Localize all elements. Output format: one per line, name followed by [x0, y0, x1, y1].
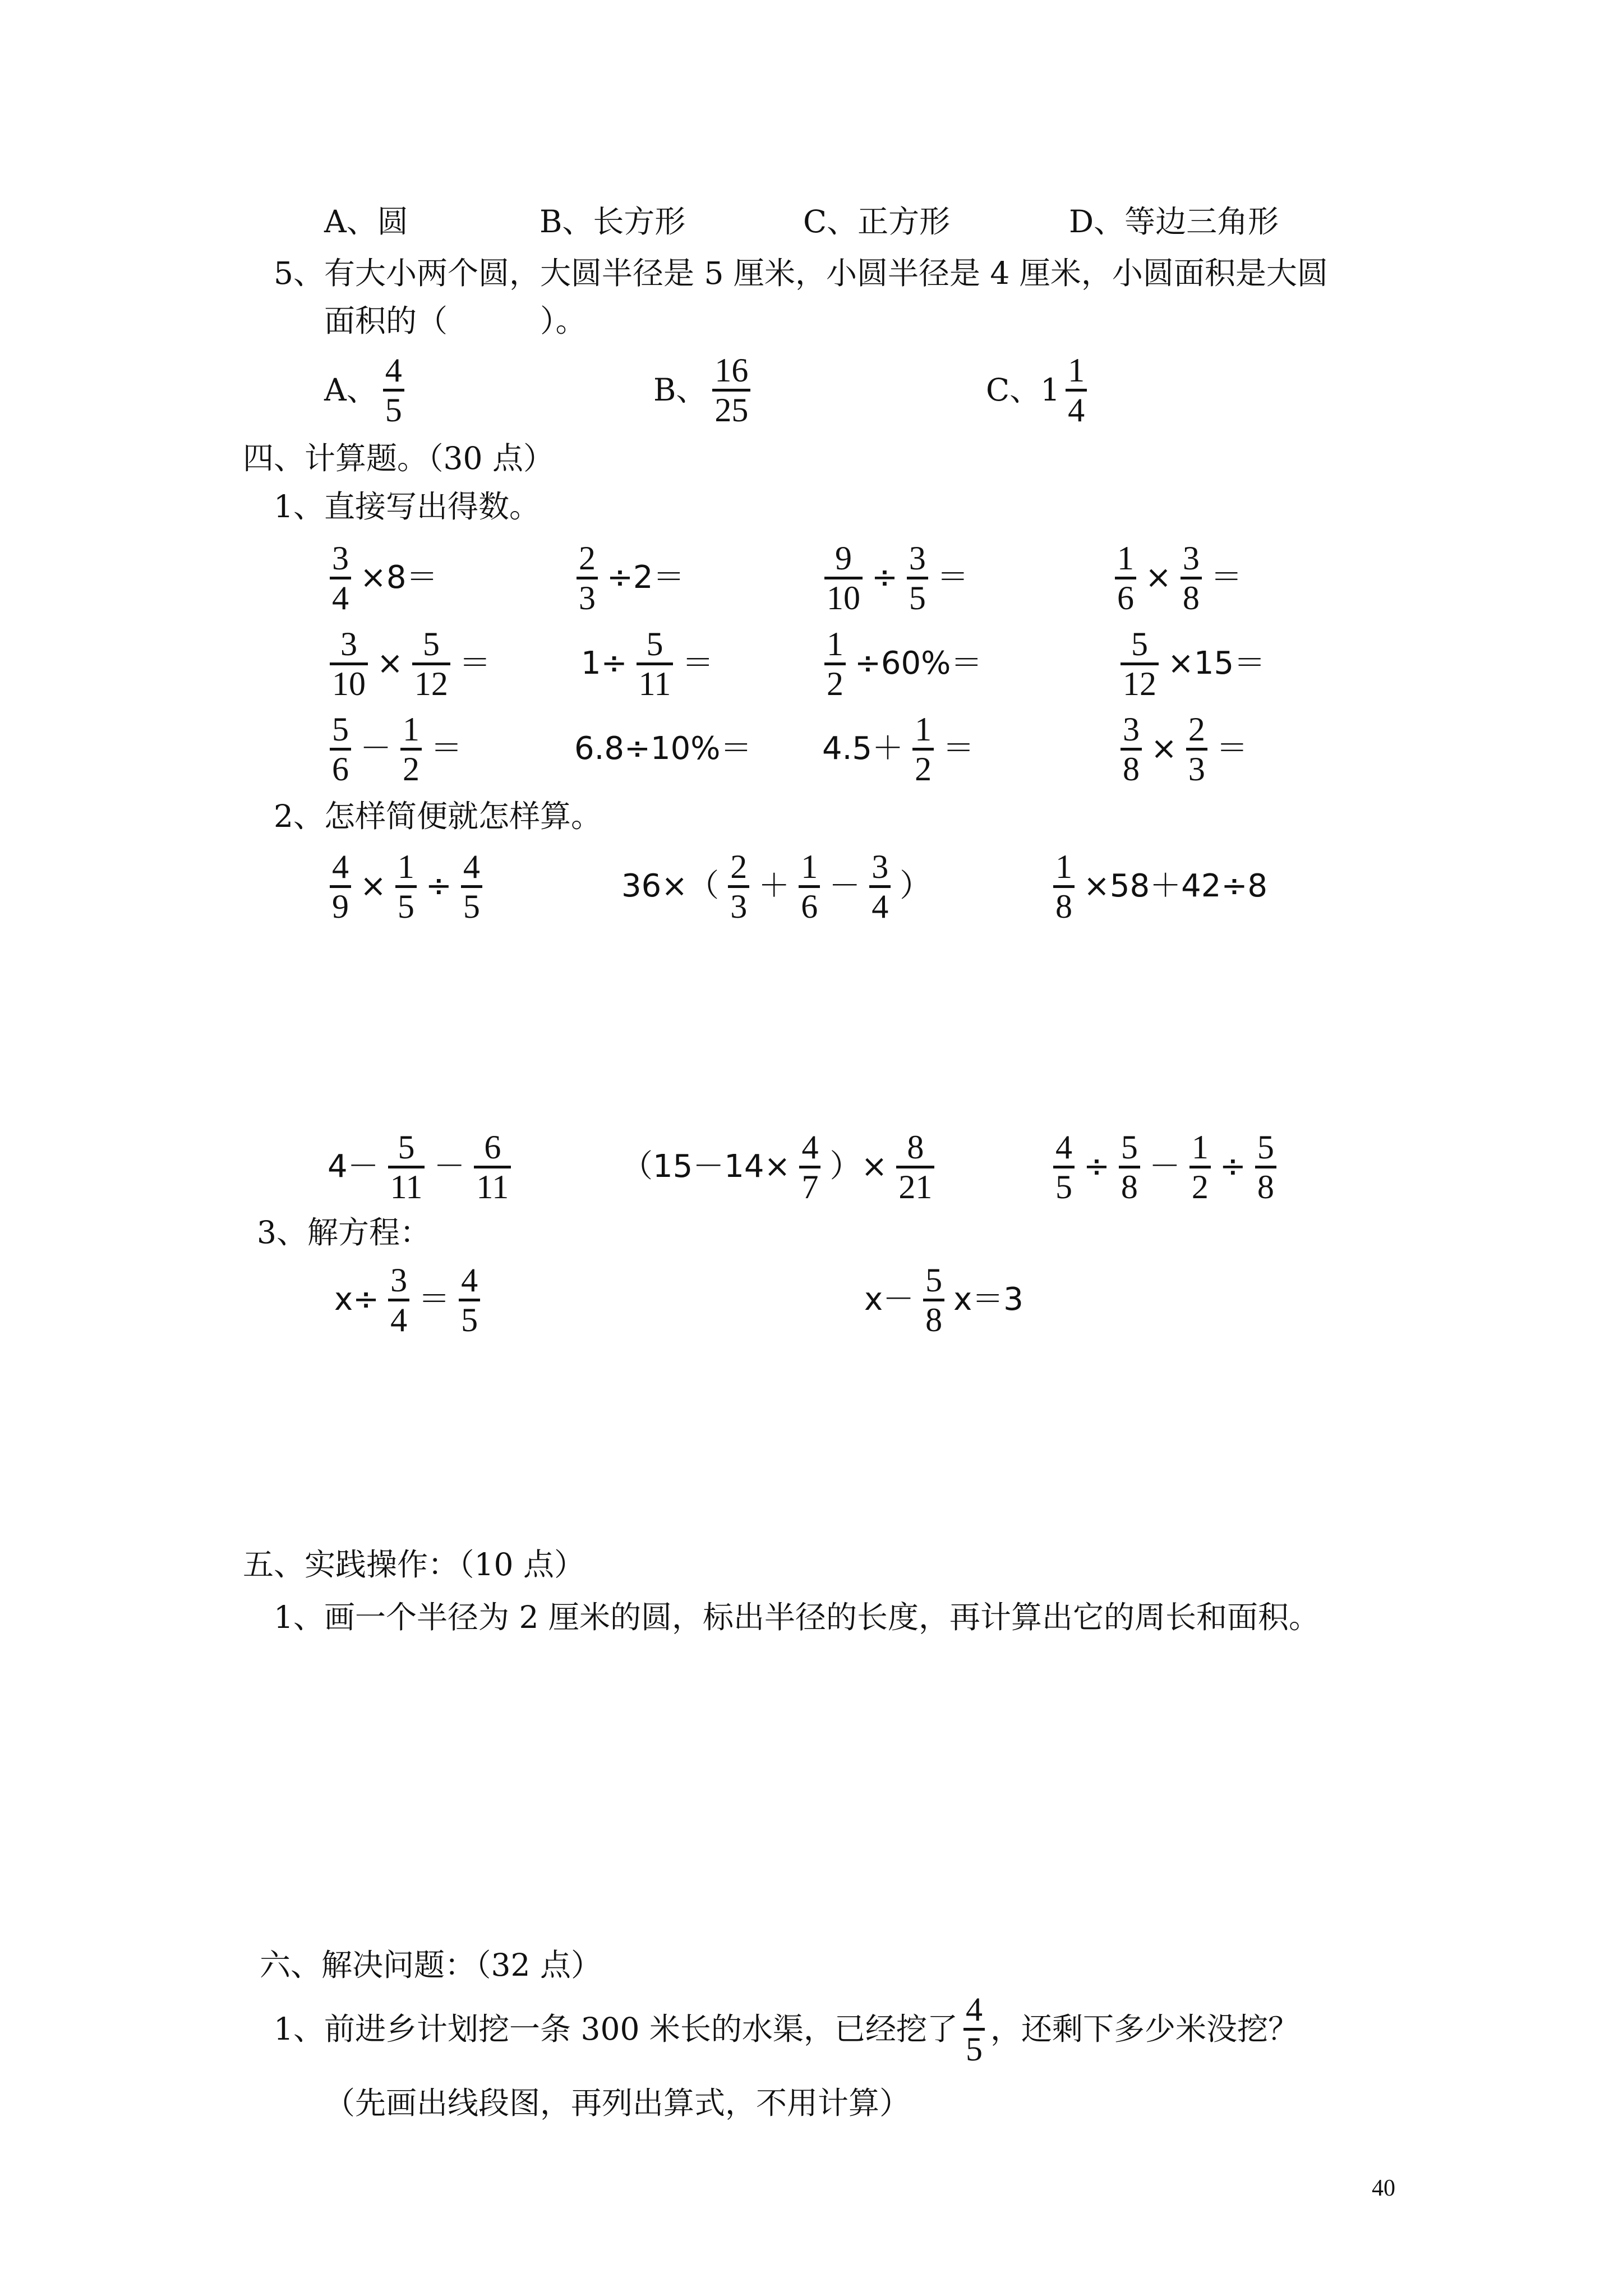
calc-r2c3 — [819, 616, 985, 711]
denominator: 4 — [872, 887, 889, 925]
choice-a: A、圆 — [324, 204, 408, 240]
denominator: 2 — [915, 750, 932, 788]
fraction — [459, 1262, 480, 1338]
operator-text: ＋ — [758, 868, 790, 904]
q5-option-b-fraction — [712, 352, 750, 429]
simplify-e2 — [618, 839, 934, 934]
operator-text: 1÷ — [581, 645, 628, 682]
operator-text: ÷2＝ — [607, 559, 685, 596]
operator-text: x÷ — [334, 1281, 380, 1318]
operator-text: ＝ — [682, 645, 714, 682]
numerator: 2 — [730, 848, 748, 885]
denominator: 8 — [1055, 887, 1072, 925]
numerator: 1 — [1117, 539, 1134, 577]
numerator: 5 — [422, 625, 440, 662]
denominator: 6 — [332, 750, 349, 788]
operator-text: （15－14× — [621, 1148, 791, 1185]
numerator: 1 — [827, 625, 843, 662]
numerator: 2 — [579, 539, 596, 577]
denominator: 5 — [965, 2030, 983, 2068]
fraction — [388, 1262, 409, 1338]
denominator: 25 — [714, 391, 749, 429]
numerator: 1 — [1068, 351, 1085, 389]
q5-line2: 面积的（ ）。 — [324, 303, 587, 339]
calc-r3c4 — [1115, 701, 1251, 797]
q5-option-c — [986, 342, 1092, 438]
operator-text: × — [1151, 730, 1177, 767]
section6-q1-head: 1、前进乡计划挖一条 300 米长的水渠，已经挖了 — [274, 2010, 958, 2047]
q5-options — [324, 342, 410, 438]
numerator: 8 — [907, 1128, 924, 1166]
calc-r1c4 — [1109, 530, 1246, 625]
fraction — [330, 540, 351, 616]
fraction — [330, 711, 351, 788]
denominator: 8 — [925, 1301, 943, 1338]
denominator: 3 — [579, 579, 596, 616]
fraction — [330, 848, 351, 925]
operator-text: ）× — [829, 1148, 888, 1185]
denominator: 10 — [827, 579, 860, 616]
denominator: 7 — [801, 1168, 819, 1205]
denominator: 5 — [397, 887, 414, 925]
calc-r2c4 — [1115, 616, 1269, 711]
operator-text: ÷ — [1219, 1148, 1246, 1185]
operator-text: 4－ — [328, 1148, 379, 1185]
simplify-e3 — [1048, 839, 1271, 934]
section6-title: 六、解决问题：（32 点） — [260, 1947, 602, 1983]
numerator: 5 — [646, 625, 663, 662]
denominator: 21 — [898, 1168, 933, 1205]
calc-r3c2 — [571, 701, 755, 797]
numerator: 4 — [463, 848, 480, 885]
operator-text: ＝ — [1216, 730, 1248, 767]
denominator: 11 — [390, 1168, 423, 1205]
operator-text: ÷60%＝ — [855, 645, 983, 682]
denominator: 6 — [1117, 579, 1134, 616]
numerator: 5 — [398, 1128, 415, 1166]
operator-text: 6.8÷10%＝ — [574, 730, 752, 767]
fraction — [923, 1262, 944, 1338]
denominator: 4 — [1068, 391, 1085, 429]
fraction — [824, 625, 846, 702]
numerator: 6 — [484, 1128, 501, 1166]
fraction — [799, 1129, 820, 1205]
operator-text: ÷ — [872, 559, 898, 596]
q5-option-c-label: C、1 — [986, 371, 1061, 408]
denominator: 3 — [1188, 750, 1205, 788]
operator-text: x＝3 — [953, 1281, 1023, 1318]
calc-r1c3 — [819, 530, 972, 625]
denominator: 2 — [827, 665, 843, 702]
fraction — [799, 848, 820, 925]
simplify-e4 — [324, 1119, 517, 1214]
q5-option-a-fraction — [383, 352, 404, 429]
calc-r3c3 — [819, 701, 978, 797]
operator-text: 4.5＋ — [822, 730, 904, 767]
operator-text: ÷ — [1083, 1148, 1110, 1185]
fraction — [1189, 1129, 1211, 1205]
numerator: 4 — [385, 351, 402, 389]
fraction — [637, 625, 674, 702]
fraction — [474, 1129, 511, 1205]
choice-c: C、正方形 — [803, 204, 951, 240]
fraction — [461, 848, 482, 925]
calc-r1c2 — [571, 530, 688, 625]
numerator: 1 — [403, 710, 419, 748]
fraction — [1115, 540, 1136, 616]
operator-text: 36×（ — [621, 868, 720, 904]
calc-r2c1 — [324, 616, 494, 711]
simplify-e1 — [324, 839, 488, 934]
denominator: 5 — [385, 391, 402, 429]
calc-r1c1 — [324, 530, 441, 625]
operator-text: － — [434, 1148, 465, 1185]
denominator: 10 — [332, 665, 366, 702]
fraction — [1053, 848, 1075, 925]
q5-option-a-label: A、 — [324, 371, 377, 408]
denominator: 6 — [801, 887, 818, 925]
operator-text: ×15＝ — [1168, 645, 1266, 682]
simplify-e6 — [1048, 1119, 1282, 1214]
denominator: 8 — [1257, 1168, 1274, 1205]
numerator: 5 — [332, 710, 349, 748]
operator-text: x－ — [864, 1281, 915, 1318]
fraction — [1186, 711, 1207, 788]
denominator: 8 — [1123, 750, 1140, 788]
q5-option-b-label: B、 — [653, 371, 707, 408]
operator-text: × — [377, 645, 403, 682]
numerator: 5 — [1131, 625, 1148, 662]
numerator: 1 — [1191, 1128, 1209, 1166]
fraction — [330, 625, 368, 702]
fraction — [412, 625, 450, 702]
section4-sub1: 1、直接写出得数。 — [274, 489, 540, 524]
denominator: 8 — [1182, 579, 1200, 616]
operator-text: ＝ — [937, 559, 969, 596]
fraction — [395, 848, 417, 925]
numerator: 4 — [1055, 1128, 1072, 1166]
fraction — [1119, 1129, 1140, 1205]
fraction — [824, 540, 863, 616]
section4-title: 四、计算题。（30 点） — [243, 440, 554, 476]
numerator: 3 — [1123, 710, 1140, 748]
numerator: 9 — [835, 539, 852, 577]
equation-1 — [331, 1252, 486, 1347]
simplify-e5 — [618, 1119, 940, 1214]
calc-r3c1 — [324, 701, 465, 797]
page-number: 40 — [1372, 2175, 1395, 2201]
fraction — [912, 711, 934, 788]
fraction — [577, 540, 598, 616]
denominator: 5 — [1055, 1168, 1072, 1205]
numerator: 3 — [390, 1261, 408, 1299]
section5-title: 五、实践操作：（10 点） — [243, 1547, 585, 1582]
fraction — [728, 848, 749, 925]
numerator: 1 — [801, 848, 818, 885]
equation-2 — [861, 1252, 1027, 1347]
operator-text: － — [1149, 1148, 1181, 1185]
numerator: 5 — [1257, 1128, 1274, 1166]
fraction — [1181, 540, 1202, 616]
denominator: 3 — [730, 887, 748, 925]
q5-option-c-fraction — [1066, 352, 1087, 429]
numerator: 3 — [909, 539, 926, 577]
denominator: 5 — [463, 887, 480, 925]
section4-sub3: 3、解方程： — [257, 1214, 431, 1250]
numerator: 16 — [714, 351, 749, 389]
fraction — [400, 711, 422, 788]
denominator: 11 — [476, 1168, 509, 1205]
denominator: 8 — [1121, 1168, 1138, 1205]
fraction — [1121, 625, 1159, 702]
section4-sub2: 2、怎样简便就怎样算。 — [274, 798, 602, 834]
calc-r2c2 — [578, 616, 717, 711]
operator-text: ＝ — [943, 730, 975, 767]
q5-option-b — [653, 342, 756, 438]
fraction — [907, 540, 928, 616]
section6-q1 — [274, 1981, 1299, 2077]
operator-text: × — [1145, 559, 1172, 596]
denominator: 5 — [461, 1301, 478, 1338]
numerator: 3 — [872, 848, 889, 885]
denominator: 9 — [332, 887, 349, 925]
section6-q1-fraction — [963, 1991, 985, 2068]
fraction — [896, 1129, 934, 1205]
numerator: 1 — [1055, 848, 1072, 885]
numerator: 1 — [397, 848, 414, 885]
operator-text: ） — [900, 868, 932, 904]
numerator: 2 — [1188, 710, 1205, 748]
operator-text: ＝ — [459, 645, 491, 682]
section6-q1-note: （先画出线段图，再列出算式，不用计算） — [324, 2085, 911, 2121]
operator-text: ＝ — [418, 1281, 450, 1318]
operator-text: ×58＋42÷8 — [1083, 868, 1267, 904]
operator-text: ＝ — [1210, 559, 1242, 596]
operator-text: ÷ — [425, 868, 452, 904]
q5-line1: 5、有大小两个圆，大圆半径是 5 厘米，小圆半径是 4 厘米，小圆面积是大圆 — [274, 255, 1328, 291]
numerator: 3 — [1182, 539, 1200, 577]
numerator: 4 — [801, 1128, 819, 1166]
operator-text: － — [829, 868, 861, 904]
section6-q1-tail: ，还剩下多少米没挖？ — [990, 2010, 1299, 2047]
operator-text: × — [360, 868, 386, 904]
fraction — [388, 1129, 425, 1205]
operator-text: － — [360, 730, 391, 767]
operator-text: ＝ — [431, 730, 462, 767]
denominator: 11 — [638, 665, 671, 702]
numerator: 5 — [925, 1261, 943, 1299]
fraction — [869, 848, 891, 925]
denominator: 4 — [390, 1301, 408, 1338]
numerator: 3 — [332, 539, 349, 577]
numerator: 5 — [1121, 1128, 1138, 1166]
numerator: 1 — [915, 710, 932, 748]
denominator: 4 — [332, 579, 349, 616]
operator-text: ×8＝ — [360, 559, 438, 596]
denominator: 2 — [403, 750, 419, 788]
numerator: 3 — [340, 625, 357, 662]
denominator: 2 — [1191, 1168, 1209, 1205]
fraction — [1121, 711, 1142, 788]
denominator: 12 — [414, 665, 448, 702]
section5-q1: 1、画一个半径为 2 厘米的圆，标出半径的长度，再计算出它的周长和面积。 — [274, 1599, 1320, 1635]
fraction — [1053, 1129, 1075, 1205]
denominator: 5 — [909, 579, 926, 616]
numerator: 4 — [965, 1990, 983, 2028]
numerator: 4 — [332, 848, 349, 885]
choice-b: B、长方形 — [540, 204, 686, 240]
fraction — [1255, 1129, 1276, 1205]
numerator: 4 — [461, 1261, 478, 1299]
choice-d: D、等边三角形 — [1069, 204, 1279, 240]
denominator: 12 — [1123, 665, 1156, 702]
